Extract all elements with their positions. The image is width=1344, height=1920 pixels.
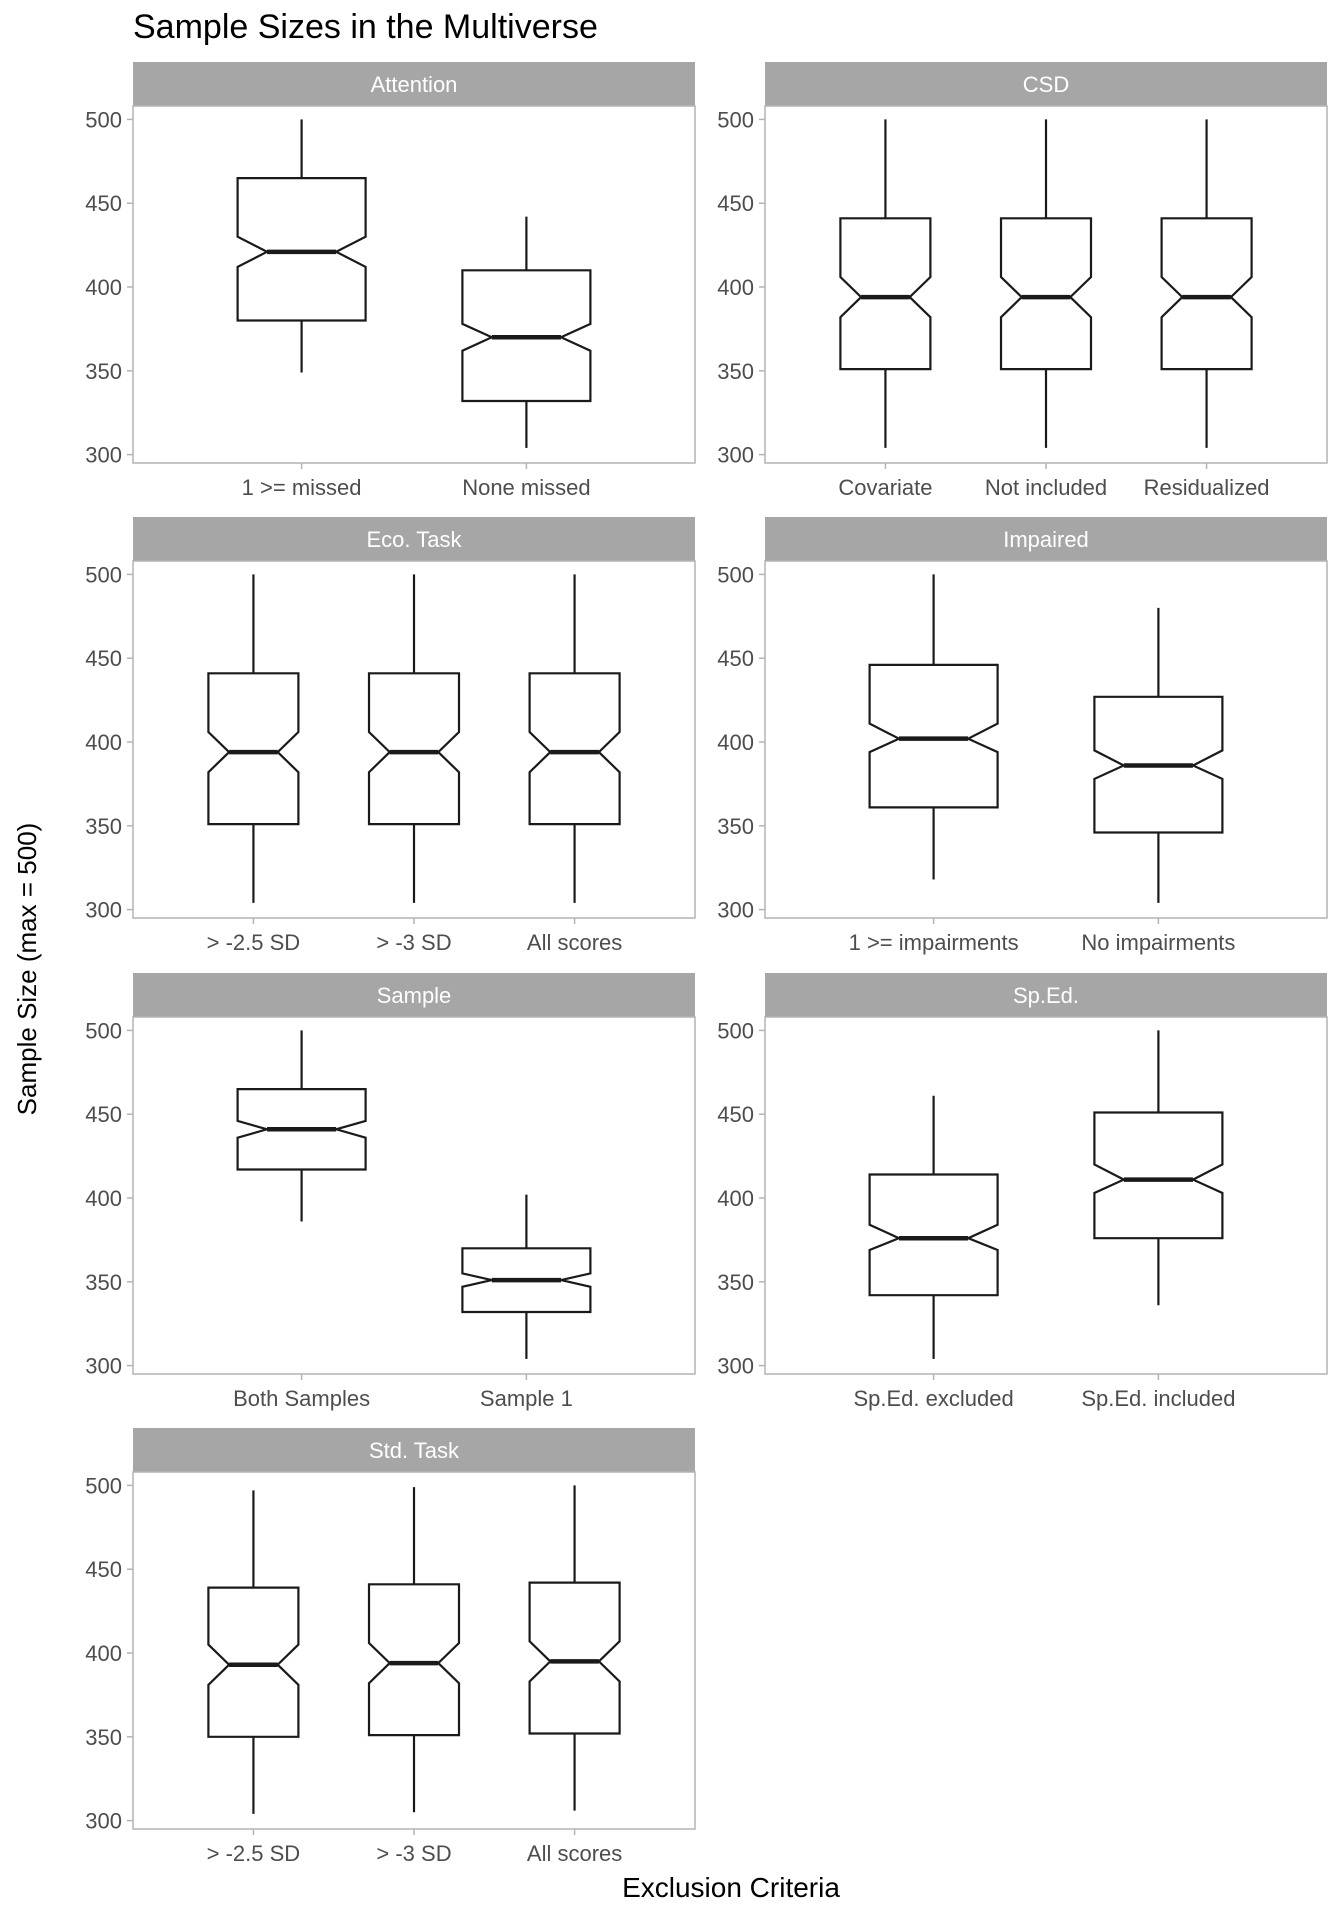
panel-border — [133, 106, 695, 463]
facet-strip-label: Attention — [370, 72, 458, 97]
box-group — [838, 119, 932, 500]
x-tick-label: > -3 SD — [376, 930, 452, 955]
y-tick-label: 350 — [85, 358, 122, 384]
y-tick-label: 450 — [85, 1102, 122, 1128]
box-group — [985, 119, 1107, 500]
y-tick-label: 400 — [717, 1186, 754, 1212]
y-tick-label: 400 — [85, 275, 122, 301]
box-group — [527, 1485, 622, 1866]
x-tick-label: No impairments — [1081, 930, 1236, 955]
y-tick-label: 350 — [717, 813, 754, 839]
box-group — [462, 1195, 590, 1411]
y-tick-label: 450 — [85, 1557, 122, 1583]
notched-box — [530, 1583, 620, 1734]
y-tick-label: 350 — [85, 813, 122, 839]
y-tick-label: 300 — [85, 897, 122, 923]
y-tick-label: 500 — [717, 1018, 754, 1044]
panel-border — [765, 561, 1327, 918]
y-tick-label: 300 — [717, 897, 754, 923]
facet-strip-label: Impaired — [1003, 527, 1089, 552]
x-tick-label: > -3 SD — [376, 1841, 452, 1866]
y-tick-label: 300 — [85, 1808, 122, 1834]
x-tick-label: Sp.Ed. excluded — [853, 1386, 1014, 1411]
box-group — [369, 574, 459, 955]
box-group — [207, 1490, 301, 1866]
box-group — [849, 574, 1019, 955]
x-tick-label: All scores — [526, 930, 623, 955]
box-group — [1144, 119, 1270, 500]
facet-panel — [85, 973, 695, 1411]
y-tick-label: 500 — [85, 562, 122, 588]
y-tick-label: 500 — [85, 107, 122, 133]
box-group — [853, 1096, 1013, 1411]
x-tick-label: Sp.Ed. included — [1081, 1386, 1236, 1411]
y-tick-label: 400 — [85, 1641, 122, 1667]
facet-panel — [717, 517, 1327, 955]
facet-strip-label: Sp.Ed. — [1012, 983, 1080, 1008]
y-axis-label: Sample Size (max = 500) — [12, 822, 42, 1116]
notched-box — [1162, 218, 1252, 369]
notched-box — [870, 1175, 998, 1296]
y-tick-label: 300 — [717, 1353, 754, 1379]
x-tick-label: > -2.5 SD — [206, 1841, 301, 1866]
y-tick-label: 350 — [717, 358, 754, 384]
y-tick-label: 300 — [85, 442, 122, 468]
y-tick-label: 450 — [717, 646, 754, 672]
notched-box — [208, 1588, 298, 1737]
x-axis-label: Exclusion Criteria — [622, 1872, 840, 1903]
facet-grid — [85, 62, 1327, 1866]
y-tick-label: 500 — [717, 562, 754, 588]
y-tick-label: 400 — [717, 730, 754, 756]
y-tick-label: 400 — [717, 275, 754, 301]
y-tick-label: 300 — [717, 442, 754, 468]
x-tick-label: Both Samples — [233, 1386, 371, 1411]
notched-box — [369, 1584, 459, 1735]
box-group — [238, 119, 366, 500]
facet-panel — [85, 517, 695, 955]
panel-border — [765, 1017, 1327, 1374]
box-group — [462, 217, 590, 500]
facet-strip-label: Std. Task — [368, 1438, 460, 1463]
panel-border — [133, 1017, 695, 1374]
x-tick-label: > -2.5 SD — [206, 930, 301, 955]
chart-title: Sample Sizes in the Multiverse — [133, 8, 598, 46]
x-tick-label: 1 >= missed — [241, 475, 362, 500]
y-tick-label: 400 — [85, 1186, 122, 1212]
y-tick-label: 450 — [85, 191, 122, 217]
box-group — [369, 1487, 459, 1866]
y-tick-label: 350 — [717, 1269, 754, 1295]
x-tick-label: 1 >= impairments — [848, 930, 1019, 955]
facet-panel — [717, 973, 1327, 1411]
x-tick-label: Sample 1 — [479, 1386, 573, 1411]
y-tick-label: 450 — [85, 646, 122, 672]
facet-strip-label: Sample — [376, 983, 452, 1008]
y-tick-label: 350 — [85, 1269, 122, 1295]
facet-strip-label: CSD — [1022, 72, 1070, 97]
facet-panel — [717, 62, 1327, 500]
box-group — [527, 574, 622, 955]
y-tick-label: 500 — [85, 1473, 122, 1499]
x-tick-label: Residualized — [1143, 475, 1270, 500]
y-tick-label: 400 — [85, 730, 122, 756]
x-tick-label: All scores — [526, 1841, 623, 1866]
x-tick-label: None missed — [462, 475, 591, 500]
box-group — [1081, 1030, 1235, 1411]
x-tick-label: Not included — [984, 475, 1108, 500]
facet-panel — [85, 1428, 695, 1866]
notched-box — [238, 178, 366, 320]
notched-box — [369, 673, 459, 824]
x-tick-label: Covariate — [838, 475, 933, 500]
notched-box — [1094, 1113, 1222, 1239]
y-tick-label: 300 — [85, 1353, 122, 1379]
box-group — [233, 1030, 370, 1411]
notched-box — [870, 665, 998, 808]
notched-box — [840, 218, 930, 369]
y-tick-label: 500 — [85, 1018, 122, 1044]
y-tick-label: 450 — [717, 191, 754, 217]
facet-strip-label: Eco. Task — [366, 527, 462, 552]
notched-box — [208, 673, 298, 824]
y-tick-label: 450 — [717, 1102, 754, 1128]
y-tick-label: 350 — [85, 1724, 122, 1750]
box-group — [1081, 608, 1235, 955]
y-tick-label: 500 — [717, 107, 754, 133]
notched-box — [1001, 218, 1091, 369]
box-group — [207, 574, 301, 955]
notched-box — [530, 673, 620, 824]
facet-panel — [85, 62, 695, 500]
